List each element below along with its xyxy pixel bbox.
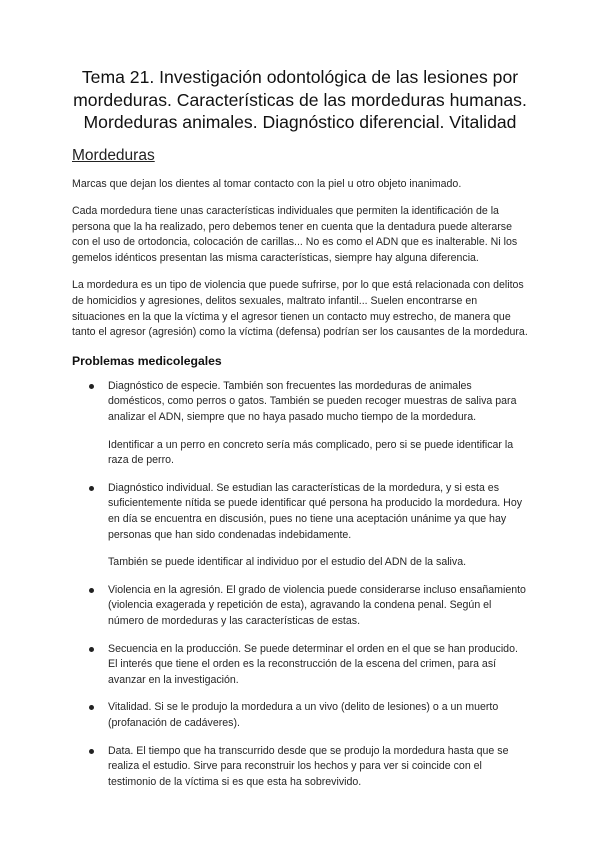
list-item-text: Data. El tiempo que ha transcurrido desde que se produjo la mordedura hasta que se realiza el estudio. Sirve para reconstruir los hechos y para ver si coincide con el testimonio de la víctima si es que esta ha sobrevivido.: [108, 744, 509, 788]
list-item-note: También se puede identificar al individuo por el estudio del ADN de la saliva.: [108, 556, 467, 569]
list-item: [72, 700, 528, 731]
paragraph-definition: Marcas que dejan los dientes al tomar contacto con la piel u otro objeto inanimado.: [72, 177, 462, 190]
bullet-icon: [89, 588, 94, 593]
bullet-icon: [89, 486, 94, 491]
list-item-text: Diagnóstico de especie. También son frecuentes las mordeduras de animales domésticos, como perros o gatos. También se pueden recoger muestras de saliva para analizar el ADN, siempre que no haya pasado mucho tiempo de la mordedura.: [108, 379, 517, 424]
list-item-text: Secuencia en la producción. Se puede determinar el orden en el que se han producido. El interés que tiene el orden es la reconstrucción de la escena del crimen, para así avanzar en la investigación.: [108, 642, 518, 686]
list-item: [72, 379, 528, 469]
list-item-text: Violencia en la agresión. El grado de violencia puede considerarse incluso ensañamiento (violencia exagerada y repetición de esta), agravando la condena penal. Según el número de mordeduras y las características de estas.: [108, 583, 526, 627]
paragraph-violence-context: La mordedura es un tipo de violencia que puede sufrirse, por lo que está relacionada con delitos de homicidios y agresiones, delitos sexuales, maltrato infantil... Suelen encontrarse en situaciones en la que la víctima y el agresor tienen un contacto muy estrecho, de manera que tanto el agresor (agresión) como la víctima (defensa) podrían ser los causantes de la mordedura.: [72, 279, 528, 339]
problems-list: [72, 379, 528, 790]
list-item: [72, 583, 528, 630]
list-item-text: Vitalidad. Si se le produjo la mordedura a un vivo (delito de lesiones) o a un muerto (profanación de cadáveres).: [108, 701, 499, 729]
paragraph-individual-characteristics: Cada mordedura tiene unas características individuales que permiten la identificación de la persona que la ha realizado, pero debemos tener en cuenta que la dentadura puede alterarse con el uso de ortodoncia, colocación de carillas... No es como el ADN que es inalterable. Ni los gemelos idénticos presentan las misma características, siempre hay alguna diferencia.: [72, 205, 518, 264]
bullet-icon: [89, 705, 94, 710]
section-heading-mordeduras: Mordeduras: [72, 146, 155, 164]
list-item: [72, 642, 528, 689]
bullet-icon: [89, 384, 94, 389]
list-item-note: Identificar a un perro en concreto sería más complicado, pero si se puede identificar la raza de perro.: [108, 438, 514, 467]
document-page: [72, 66, 528, 802]
list-item: [72, 481, 528, 571]
list-item-text: Diagnóstico individual. Se estudian las características de la mordedura, y si esta es suficientemente nítida se puede identificar qué persona ha producido la mordedura. Hoy en día se encuentra en discusión, pues no tiene una aceptación unánime ya que hay personas que han sido condenadas indebidamente.: [108, 481, 523, 541]
bullet-icon: [89, 749, 94, 754]
subheading-problemas-medicolegales: Problemas medicolegales: [72, 353, 222, 368]
list-item: [72, 744, 528, 791]
bullet-icon: [89, 647, 94, 652]
document-title: Tema 21. Investigación odontológica de las lesiones por mordeduras. Características de las mordeduras humanas. Mordeduras animales. Diagnóstico diferencial. Vitalidad: [73, 67, 527, 132]
